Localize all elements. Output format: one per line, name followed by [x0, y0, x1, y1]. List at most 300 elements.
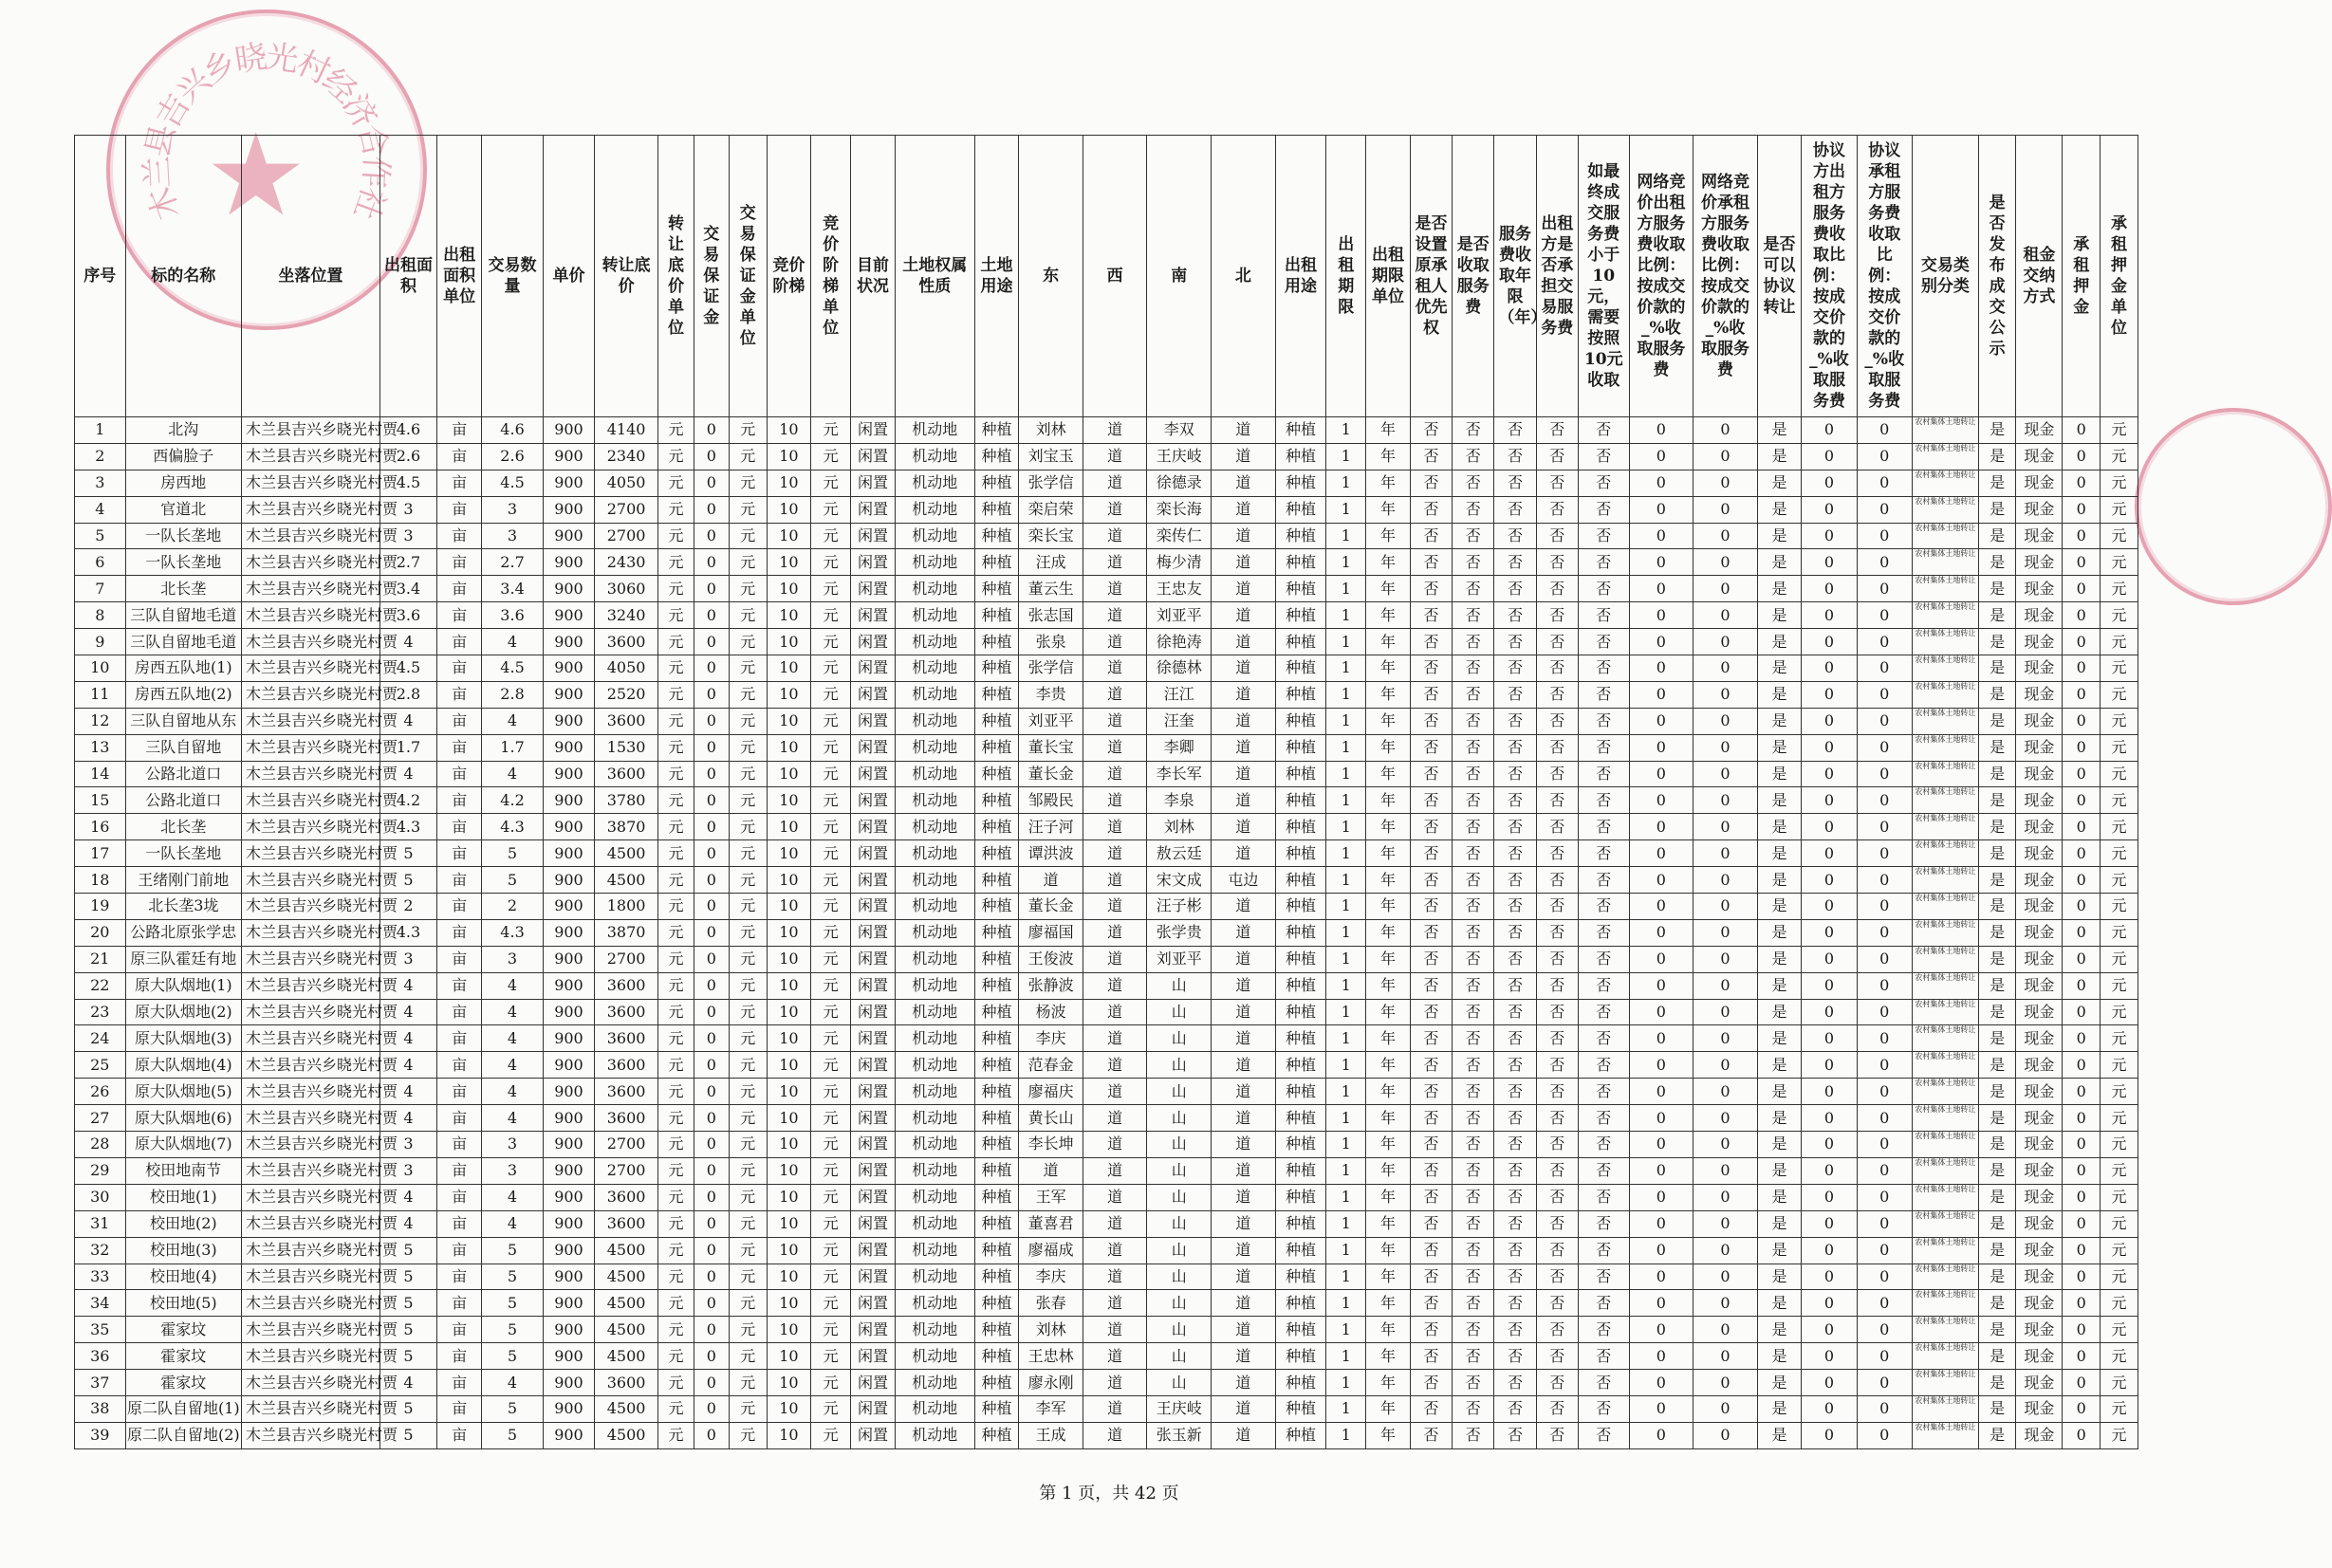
cell-c9: 0: [1802, 814, 1857, 840]
cell-purpose: 种植: [1275, 1184, 1326, 1210]
cell-pay: 现金: [2016, 1237, 2063, 1264]
cell-c2: 否: [1453, 470, 1494, 496]
cell-c7: 0: [1693, 1105, 1758, 1132]
cell-unit: 亩: [437, 761, 482, 787]
cell-north: 道: [1212, 576, 1276, 602]
cell-name: 三队自留地毛道: [125, 602, 241, 629]
cell-north: 道: [1212, 602, 1276, 629]
cell-c9: 0: [1802, 894, 1857, 920]
cell-unit: 亩: [437, 655, 482, 682]
column-header: 是否收取服务费: [1453, 136, 1494, 417]
cell-south: 李双: [1147, 417, 1212, 444]
cell-status: 闲置: [851, 655, 896, 682]
cell-dep: 0: [694, 1052, 729, 1079]
cell-purpose: 种植: [1275, 523, 1326, 549]
cell-status: 闲置: [851, 681, 896, 708]
cell-c10: 0: [1857, 576, 1912, 602]
cell-status: 闲置: [851, 1343, 896, 1370]
cell-no: 15: [75, 787, 126, 814]
cell-loc: 木兰县吉兴乡晓光村贾: [241, 972, 379, 999]
cell-south: 宋文成: [1147, 867, 1212, 894]
cell-c10: 0: [1857, 1237, 1912, 1264]
cell-c2: 否: [1453, 787, 1494, 814]
cell-bunit: 元: [658, 1105, 694, 1132]
cell-area: 5: [379, 1264, 437, 1290]
cell-c6: 0: [1629, 734, 1693, 761]
cell-base: 4140: [594, 417, 658, 444]
cell-c5: 否: [1578, 443, 1629, 470]
cell-east: 张志国: [1019, 602, 1083, 629]
cell-unit: 亩: [437, 1422, 482, 1448]
cell-c8: 是: [1757, 470, 1802, 496]
cell-tunit: 年: [1366, 576, 1411, 602]
cell-pub: 是: [1978, 761, 2016, 787]
cell-c4: 否: [1536, 1237, 1578, 1264]
cell-c6: 0: [1629, 761, 1693, 787]
cell-pay: 现金: [2016, 1290, 2063, 1317]
cell-dep: 0: [694, 1237, 729, 1264]
cell-purpose: 种植: [1275, 470, 1326, 496]
cell-purpose: 种植: [1275, 1264, 1326, 1290]
cell-pub: 是: [1978, 787, 2016, 814]
cell-c7: 0: [1693, 549, 1758, 576]
cell-pay: 现金: [2016, 1052, 2063, 1079]
cell-step: 10: [767, 1264, 811, 1290]
cell-purpose: 种植: [1275, 919, 1326, 946]
cell-bunit: 元: [658, 1184, 694, 1210]
cell-c2: 否: [1453, 814, 1494, 840]
cell-area: 4: [379, 972, 437, 999]
table-header-row: [75, 136, 2138, 417]
column-header: 东: [1019, 136, 1083, 417]
cell-price: 900: [544, 1210, 595, 1237]
cell-cat: 农村集体土地转让: [1912, 1395, 1978, 1422]
cell-pub: 是: [1978, 734, 2016, 761]
cell-price: 900: [544, 972, 595, 999]
cell-c2: 否: [1453, 946, 1494, 972]
cell-sunit: 元: [811, 1105, 851, 1132]
cell-c7: 0: [1693, 867, 1758, 894]
cell-bunit: 元: [658, 1370, 694, 1396]
cell-c9: 0: [1802, 1079, 1857, 1105]
cell-dep: 0: [694, 496, 729, 523]
cell-c4: 否: [1536, 999, 1578, 1025]
cell-tunit: 年: [1366, 1025, 1411, 1052]
cell-bunit: 元: [658, 1317, 694, 1343]
cell-pay: 现金: [2016, 734, 2063, 761]
cell-pay: 现金: [2016, 1264, 2063, 1290]
cell-pay: 现金: [2016, 1157, 2063, 1184]
cell-c1: 否: [1410, 629, 1452, 655]
cell-south: 李泉: [1147, 787, 1212, 814]
cell-base: 3600: [594, 972, 658, 999]
cell-dunit: 元: [729, 443, 767, 470]
cell-east: 李庆: [1019, 1264, 1083, 1290]
cell-price: 900: [544, 894, 595, 920]
cell-unit: 亩: [437, 1079, 482, 1105]
cell-bunit: 元: [658, 708, 694, 734]
cell-dunit: 元: [729, 734, 767, 761]
cell-c3: 否: [1494, 523, 1536, 549]
cell-dunit: 元: [729, 1184, 767, 1210]
cell-pub: 是: [1978, 1370, 2016, 1396]
cell-dep2u: 元: [2101, 417, 2138, 444]
cell-c10: 0: [1857, 470, 1912, 496]
cell-c5: 否: [1578, 1370, 1629, 1396]
cell-name: 三队自留地从东: [125, 708, 241, 734]
cell-c2: 否: [1453, 761, 1494, 787]
cell-c10: 0: [1857, 1343, 1912, 1370]
cell-south: 山: [1147, 1237, 1212, 1264]
cell-use: 种植: [974, 681, 1019, 708]
cell-c1: 否: [1410, 681, 1452, 708]
cell-no: 17: [75, 840, 126, 867]
cell-prop: 机动地: [895, 655, 974, 682]
cell-dunit: 元: [729, 814, 767, 840]
cell-c1: 否: [1410, 814, 1452, 840]
cell-status: 闲置: [851, 496, 896, 523]
cell-bunit: 元: [658, 867, 694, 894]
cell-price: 900: [544, 1079, 595, 1105]
cell-dunit: 元: [729, 1210, 767, 1237]
cell-qty: 4: [481, 1079, 543, 1105]
cell-c3: 否: [1494, 1184, 1536, 1210]
cell-loc: 木兰县吉兴乡晓光村贾: [241, 602, 379, 629]
cell-qty: 4: [481, 1370, 543, 1396]
cell-north: 道: [1212, 1079, 1276, 1105]
cell-area: 3.4: [379, 576, 437, 602]
cell-c7: 0: [1693, 1237, 1758, 1264]
cell-dep: 0: [694, 549, 729, 576]
cell-north: 道: [1212, 1105, 1276, 1132]
cell-price: 900: [544, 761, 595, 787]
cell-unit: 亩: [437, 1025, 482, 1052]
cell-base: 3780: [594, 787, 658, 814]
table-row: [75, 655, 2138, 682]
cell-c10: 0: [1857, 1210, 1912, 1237]
cell-loc: 木兰县吉兴乡晓光村贾: [241, 1422, 379, 1448]
cell-dunit: 元: [729, 1237, 767, 1264]
cell-step: 10: [767, 443, 811, 470]
column-header: 出租面积单位: [437, 136, 482, 417]
cell-dep: 0: [694, 1105, 729, 1132]
cell-unit: 亩: [437, 919, 482, 946]
cell-term: 1: [1326, 1290, 1366, 1317]
cell-cat: 农村集体土地转让: [1912, 496, 1978, 523]
cell-name: 原大队烟地(3): [125, 1025, 241, 1052]
column-header: 北: [1212, 136, 1276, 417]
cell-unit: 亩: [437, 708, 482, 734]
table-row: [75, 919, 2138, 946]
cell-sunit: 元: [811, 1132, 851, 1158]
cell-c2: 否: [1453, 496, 1494, 523]
cell-c10: 0: [1857, 1317, 1912, 1343]
cell-east: 董云生: [1019, 576, 1083, 602]
cell-loc: 木兰县吉兴乡晓光村贾: [241, 814, 379, 840]
cell-dep2: 0: [2063, 1290, 2101, 1317]
cell-pub: 是: [1978, 549, 2016, 576]
cell-c7: 0: [1693, 734, 1758, 761]
cell-c6: 0: [1629, 655, 1693, 682]
cell-c4: 否: [1536, 972, 1578, 999]
cell-c7: 0: [1693, 602, 1758, 629]
cell-use: 种植: [974, 1025, 1019, 1052]
cell-c2: 否: [1453, 734, 1494, 761]
cell-term: 1: [1326, 972, 1366, 999]
cell-dep2u: 元: [2101, 1184, 2138, 1210]
table-row: [75, 734, 2138, 761]
cell-dep2: 0: [2063, 708, 2101, 734]
cell-tunit: 年: [1366, 1264, 1411, 1290]
cell-c10: 0: [1857, 523, 1912, 549]
cell-c7: 0: [1693, 814, 1758, 840]
table-row: [75, 470, 2138, 496]
cell-dep2: 0: [2063, 470, 2101, 496]
cell-purpose: 种植: [1275, 1052, 1326, 1079]
cell-tunit: 年: [1366, 894, 1411, 920]
cell-base: 4500: [594, 867, 658, 894]
cell-dep2u: 元: [2101, 1422, 2138, 1448]
cell-bunit: 元: [658, 1132, 694, 1158]
cell-purpose: 种植: [1275, 1157, 1326, 1184]
cell-north: 道: [1212, 946, 1276, 972]
cell-c1: 否: [1410, 867, 1452, 894]
cell-use: 种植: [974, 1422, 1019, 1448]
cell-purpose: 种植: [1275, 1317, 1326, 1343]
table-row: [75, 840, 2138, 867]
cell-prop: 机动地: [895, 629, 974, 655]
cell-c6: 0: [1629, 1370, 1693, 1396]
cell-dep2: 0: [2063, 919, 2101, 946]
cell-cat: 农村集体土地转让: [1912, 999, 1978, 1025]
cell-pub: 是: [1978, 814, 2016, 840]
cell-loc: 木兰县吉兴乡晓光村贾: [241, 1105, 379, 1132]
cell-c1: 否: [1410, 734, 1452, 761]
cell-c1: 否: [1410, 787, 1452, 814]
cell-status: 闲置: [851, 1052, 896, 1079]
cell-c8: 是: [1757, 1132, 1802, 1158]
cell-dep: 0: [694, 1132, 729, 1158]
cell-purpose: 种植: [1275, 629, 1326, 655]
cell-loc: 木兰县吉兴乡晓光村贾: [241, 576, 379, 602]
cell-dep: 0: [694, 761, 729, 787]
cell-c4: 否: [1536, 470, 1578, 496]
cell-area: 2.7: [379, 549, 437, 576]
column-header: 土地权属性质: [895, 136, 974, 417]
cell-north: 道: [1212, 1052, 1276, 1079]
cell-c6: 0: [1629, 919, 1693, 946]
table-row: [75, 1317, 2138, 1343]
cell-c5: 否: [1578, 946, 1629, 972]
cell-loc: 木兰县吉兴乡晓光村贾: [241, 708, 379, 734]
cell-dunit: 元: [729, 708, 767, 734]
cell-c9: 0: [1802, 1317, 1857, 1343]
cell-sunit: 元: [811, 470, 851, 496]
cell-c7: 0: [1693, 523, 1758, 549]
cell-price: 900: [544, 523, 595, 549]
cell-step: 10: [767, 761, 811, 787]
cell-name: 原二队自留地(1): [125, 1395, 241, 1422]
cell-status: 闲置: [851, 734, 896, 761]
cell-price: 900: [544, 1422, 595, 1448]
cell-south: 山: [1147, 999, 1212, 1025]
cell-dep2: 0: [2063, 576, 2101, 602]
cell-sunit: 元: [811, 894, 851, 920]
cell-pub: 是: [1978, 681, 2016, 708]
cell-no: 2: [75, 443, 126, 470]
cell-loc: 木兰县吉兴乡晓光村贾: [241, 629, 379, 655]
cell-bunit: 元: [658, 787, 694, 814]
cell-dep: 0: [694, 894, 729, 920]
cell-dep2u: 元: [2101, 1264, 2138, 1290]
cell-c3: 否: [1494, 655, 1536, 682]
cell-step: 10: [767, 867, 811, 894]
cell-dunit: 元: [729, 946, 767, 972]
cell-bunit: 元: [658, 894, 694, 920]
cell-c5: 否: [1578, 787, 1629, 814]
cell-c9: 0: [1802, 1395, 1857, 1422]
cell-c5: 否: [1578, 576, 1629, 602]
cell-c7: 0: [1693, 787, 1758, 814]
cell-dep2u: 元: [2101, 1132, 2138, 1158]
cell-c9: 0: [1802, 787, 1857, 814]
cell-c3: 否: [1494, 1210, 1536, 1237]
cell-qty: 4: [481, 999, 543, 1025]
cell-prop: 机动地: [895, 576, 974, 602]
cell-pub: 是: [1978, 1395, 2016, 1422]
cell-dunit: 元: [729, 655, 767, 682]
cell-status: 闲置: [851, 629, 896, 655]
cell-east: 黄长山: [1019, 1105, 1083, 1132]
cell-area: 4.5: [379, 470, 437, 496]
cell-c7: 0: [1693, 496, 1758, 523]
cell-west: 道: [1083, 1237, 1147, 1264]
cell-loc: 木兰县吉兴乡晓光村贾: [241, 549, 379, 576]
table-row: [75, 629, 2138, 655]
cell-purpose: 种植: [1275, 1132, 1326, 1158]
cell-c4: 否: [1536, 1422, 1578, 1448]
cell-step: 10: [767, 1237, 811, 1264]
cell-c2: 否: [1453, 840, 1494, 867]
cell-dep2u: 元: [2101, 496, 2138, 523]
cell-term: 1: [1326, 1317, 1366, 1343]
cell-c3: 否: [1494, 946, 1536, 972]
cell-dep2: 0: [2063, 867, 2101, 894]
cell-dep2: 0: [2063, 523, 2101, 549]
cell-tunit: 年: [1366, 1079, 1411, 1105]
cell-c6: 0: [1629, 1422, 1693, 1448]
cell-west: 道: [1083, 1105, 1147, 1132]
cell-c2: 否: [1453, 1317, 1494, 1343]
cell-c10: 0: [1857, 734, 1912, 761]
column-header: 坐落位置: [241, 136, 379, 417]
cell-unit: 亩: [437, 867, 482, 894]
cell-term: 1: [1326, 576, 1366, 602]
cell-pay: 现金: [2016, 496, 2063, 523]
cell-prop: 机动地: [895, 1025, 974, 1052]
cell-c3: 否: [1494, 576, 1536, 602]
cell-no: 8: [75, 602, 126, 629]
cell-status: 闲置: [851, 576, 896, 602]
cell-pay: 现金: [2016, 602, 2063, 629]
cell-sunit: 元: [811, 417, 851, 444]
cell-step: 10: [767, 840, 811, 867]
cell-base: 2700: [594, 523, 658, 549]
cell-pay: 现金: [2016, 470, 2063, 496]
cell-dep2u: 元: [2101, 946, 2138, 972]
cell-c1: 否: [1410, 470, 1452, 496]
cell-price: 900: [544, 787, 595, 814]
cell-south: 徐德录: [1147, 470, 1212, 496]
cell-tunit: 年: [1366, 1237, 1411, 1264]
cell-pay: 现金: [2016, 1025, 2063, 1052]
cell-c4: 否: [1536, 496, 1578, 523]
cell-west: 道: [1083, 1210, 1147, 1237]
cell-area: 4: [379, 999, 437, 1025]
column-header: 出租方是否承担交易服务费: [1536, 136, 1578, 417]
cell-cat: 农村集体土地转让: [1912, 629, 1978, 655]
cell-status: 闲置: [851, 1025, 896, 1052]
cell-step: 10: [767, 894, 811, 920]
cell-pub: 是: [1978, 417, 2016, 444]
cell-use: 种植: [974, 1317, 1019, 1343]
cell-east: 张学信: [1019, 470, 1083, 496]
cell-bunit: 元: [658, 1264, 694, 1290]
cell-dep: 0: [694, 787, 729, 814]
cell-north: 屯边: [1212, 867, 1276, 894]
cell-east: 张泉: [1019, 629, 1083, 655]
cell-south: 王庆岐: [1147, 443, 1212, 470]
cell-dep: 0: [694, 972, 729, 999]
cell-south: 徐艳涛: [1147, 629, 1212, 655]
cell-base: 3600: [594, 708, 658, 734]
cell-step: 10: [767, 549, 811, 576]
cell-bunit: 元: [658, 576, 694, 602]
cell-c1: 否: [1410, 443, 1452, 470]
cell-dunit: 元: [729, 1290, 767, 1317]
cell-c6: 0: [1629, 1052, 1693, 1079]
cell-dep2u: 元: [2101, 602, 2138, 629]
cell-c4: 否: [1536, 1025, 1578, 1052]
cell-term: 1: [1326, 1079, 1366, 1105]
cell-c7: 0: [1693, 417, 1758, 444]
cell-c2: 否: [1453, 1210, 1494, 1237]
cell-purpose: 种植: [1275, 814, 1326, 840]
cell-base: 2700: [594, 946, 658, 972]
cell-west: 道: [1083, 840, 1147, 867]
cell-tunit: 年: [1366, 1422, 1411, 1448]
table-row: [75, 814, 2138, 840]
cell-unit: 亩: [437, 443, 482, 470]
cell-area: 5: [379, 840, 437, 867]
cell-dunit: 元: [729, 1343, 767, 1370]
cell-status: 闲置: [851, 1079, 896, 1105]
cell-use: 种植: [974, 1237, 1019, 1264]
cell-c9: 0: [1802, 972, 1857, 999]
cell-c2: 否: [1453, 894, 1494, 920]
cell-c9: 0: [1802, 1052, 1857, 1079]
cell-dunit: 元: [729, 549, 767, 576]
cell-pub: 是: [1978, 972, 2016, 999]
cell-bunit: 元: [658, 602, 694, 629]
cell-west: 道: [1083, 496, 1147, 523]
cell-north: 道: [1212, 1422, 1276, 1448]
cell-name: 原大队烟地(4): [125, 1052, 241, 1079]
cell-cat: 农村集体土地转让: [1912, 417, 1978, 444]
cell-qty: 4.2: [481, 787, 543, 814]
cell-bunit: 元: [658, 919, 694, 946]
cell-sunit: 元: [811, 576, 851, 602]
